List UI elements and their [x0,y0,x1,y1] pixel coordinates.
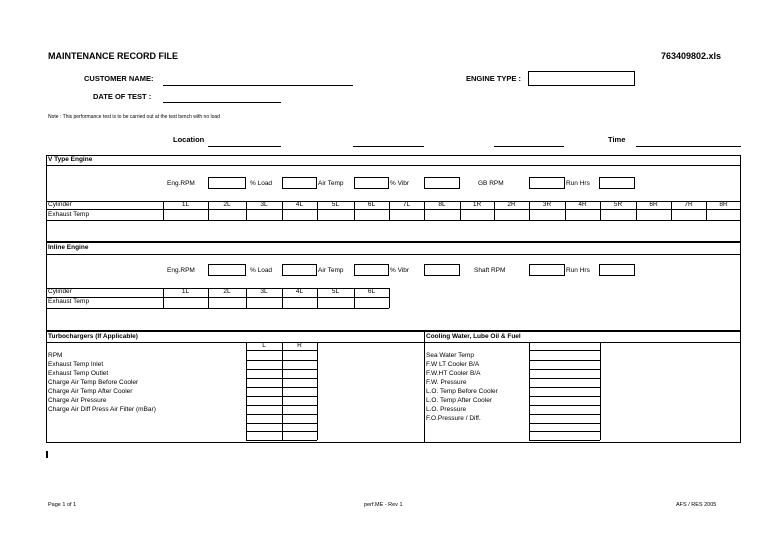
cooling-grid-line [529,396,600,397]
turbo-grid-line [246,405,317,406]
turbo-row-charge-before: Charge Air Temp Before Cooler [48,379,139,386]
cooling-grid-line [529,387,600,388]
inline-air-temp-label: Air Temp [318,267,344,274]
inline-shaft-rpm-label: Shaft RPM [474,267,506,274]
turbo-heading-divider [46,342,741,343]
v-cyl-5l: 5L [331,201,340,208]
customer-name-field[interactable] [163,85,353,86]
cooling-heading: Cooling Water, Lube Oil & Fuel [426,333,521,340]
turbo-cooling-divider [424,331,425,443]
turbo-grid-line [246,350,317,351]
turbo-cooling-frame [46,331,741,443]
inline-table-mid [46,297,389,298]
turbo-grid-line [246,423,317,424]
turbo-col-divider [282,342,283,440]
v-cyl-6r: 6R [649,201,658,208]
turbo-grid-line [246,387,317,388]
turbo-row-exhaust-inlet: Exhaust Temp Inlet [48,361,104,368]
v-air-temp-field[interactable] [354,177,389,189]
turbo-row-exhaust-outlet: Exhaust Temp Outlet [48,370,109,377]
cooling-grid-line [529,378,600,379]
inline-cylinder-label: Cylinder [48,288,72,295]
inline-load-field[interactable] [282,264,317,276]
inline-engine-frame [46,242,741,331]
v-table-bottom [46,220,741,221]
turbo-grid-line [246,360,317,361]
v-cyl-1l: 1L [181,201,190,208]
turbo-col-divider [317,342,318,440]
turbo-col-r: R [297,342,302,349]
note-text: Note : This performance test is to be carried out at the test bench with no load [48,114,220,120]
inline-cyl-5l: 5L [331,288,340,295]
v-gb-rpm-label: GB RPM [478,180,504,187]
v-exhaust-temp-label: Exhaust Temp [48,211,90,218]
inline-exhaust-temp-label: Exhaust Temp [48,298,90,305]
text-cursor [46,451,48,458]
inline-eng-rpm-label: Eng.RPM [167,267,195,274]
inline-vibr-label: % Vibr [390,267,410,274]
turbo-row-air-filter: Charge Air Diff Press Air Filter (mBar) [48,406,156,413]
v-engine-frame [46,155,741,242]
v-eng-rpm-field[interactable] [208,177,246,189]
cooling-grid-line [529,369,600,370]
inline-cyl-6l: 6L [367,288,376,295]
cooling-row-lo-after: L.O. Temp After Cooler [426,397,492,404]
turbo-grid-line [246,431,317,432]
turbo-heading: Turbochargers (If Applicable) [48,333,138,340]
turbo-grid-line [246,378,317,379]
inline-vibr-field[interactable] [424,264,460,276]
cooling-grid-line [529,431,600,432]
cooling-grid-line [529,360,600,361]
v-run-hrs-field[interactable] [599,177,635,189]
inline-cyl-3l: 3L [260,288,268,295]
turbo-grid-line [246,440,317,441]
v-cyl-1r: 1R [472,201,482,208]
v-cyl-3r: 3R [542,201,552,208]
v-load-label: % Load [250,180,273,187]
inline-run-hrs-field[interactable] [599,264,635,276]
document-title: MAINTENANCE RECORD FILE [48,51,178,61]
cooling-row-fw-lt: F.W LT Cooler B/A [426,361,480,368]
footer-reference: AFS / RES 2005 [676,502,717,508]
customer-name-label: CUSTOMER NAME: [84,74,154,83]
v-cyl-4l: 4L [295,201,304,208]
location-field[interactable] [208,146,281,147]
location-label: Location [173,135,205,144]
footer-revision: perf.ME - Rev 1 [364,502,403,508]
cooling-col-divider [600,342,601,440]
v-vibr-label: % Vibr [390,180,410,187]
engine-type-field[interactable] [528,71,635,86]
turbo-row-charge-after: Charge Air Temp After Cooler [48,388,133,395]
v-cyl-2l: 2L [223,201,231,208]
v-air-temp-label: Air Temp [318,180,344,187]
time-label: Time [608,135,626,144]
v-run-hrs-label: Run Hrs [566,180,590,187]
cooling-row-fo-pressure: F.O.Pressure / Diff. [426,415,481,422]
inline-heading-divider [46,254,741,255]
turbo-row-charge-pressure: Charge Air Pressure [48,397,107,404]
inline-engine-heading: Inline Engine [48,244,89,251]
date-of-test-field[interactable] [163,102,281,103]
date-of-test-label: DATE OF TEST : [93,92,152,101]
cooling-col-divider [529,342,530,440]
v-heading-divider [46,165,741,166]
inline-cyl-4l: 4L [295,288,304,295]
turbo-col-l: L [262,342,266,349]
time-field[interactable] [636,146,741,147]
inline-cyl-1l: 1L [181,288,190,295]
v-cyl-5r: 5R [613,201,623,208]
inline-load-label: % Load [250,267,273,274]
cooling-row-lo-before: L.O. Temp Before Cooler [426,388,498,395]
cooling-row-fw-pressure: F.W. Pressure [426,379,467,386]
cooling-grid-line [529,440,600,441]
v-cyl-7l: 7L [402,201,411,208]
cooling-row-fw-ht: F.W.HT Cooler B/A [426,370,481,377]
blank-field-2[interactable] [494,146,564,147]
cooling-row-lo-pressure: L.O. Pressure [426,406,467,413]
inline-col-divider [389,288,390,308]
turbo-grid-line [246,369,317,370]
cooling-grid-line [529,414,600,415]
cooling-grid-line [529,423,600,424]
v-cylinder-label: Cylinder [48,201,72,208]
inline-run-hrs-label: Run Hrs [566,267,590,274]
inline-shaft-rpm-field[interactable] [529,264,565,276]
cooling-grid-line [529,405,600,406]
v-cyl-6l: 6L [367,201,376,208]
turbo-grid-line [246,396,317,397]
inline-cyl-2l: 2L [223,288,231,295]
cooling-grid-line [529,350,600,351]
v-gb-rpm-field[interactable] [529,177,565,189]
v-load-field[interactable] [282,177,317,189]
turbo-row-rpm: RPM [48,352,63,359]
footer-page: Page 1 of 1 [48,502,77,508]
v-cyl-2r: 2R [507,201,516,208]
v-cyl-8l: 8L [438,201,446,208]
inline-table-bottom [46,308,389,309]
engine-type-label: ENGINE TYPE : [466,74,522,83]
v-cyl-7r: 7R [684,201,693,208]
v-eng-rpm-label: Eng.RPM [167,180,195,187]
v-cyl-4r: 4R [578,201,587,208]
v-cyl-3l: 3L [260,201,268,208]
v-cyl-8r: 8R [719,201,728,208]
inline-air-temp-field[interactable] [354,264,389,276]
turbo-col-divider [246,342,247,440]
blank-field-1[interactable] [353,146,424,147]
file-name: 763409802.xls [661,51,722,61]
turbo-grid-line [246,414,317,415]
v-engine-heading: V Type Engine [48,156,93,163]
inline-eng-rpm-field[interactable] [208,264,246,276]
v-vibr-field[interactable] [424,177,460,189]
cooling-row-sea-water: Sea Water Temp [426,352,475,359]
